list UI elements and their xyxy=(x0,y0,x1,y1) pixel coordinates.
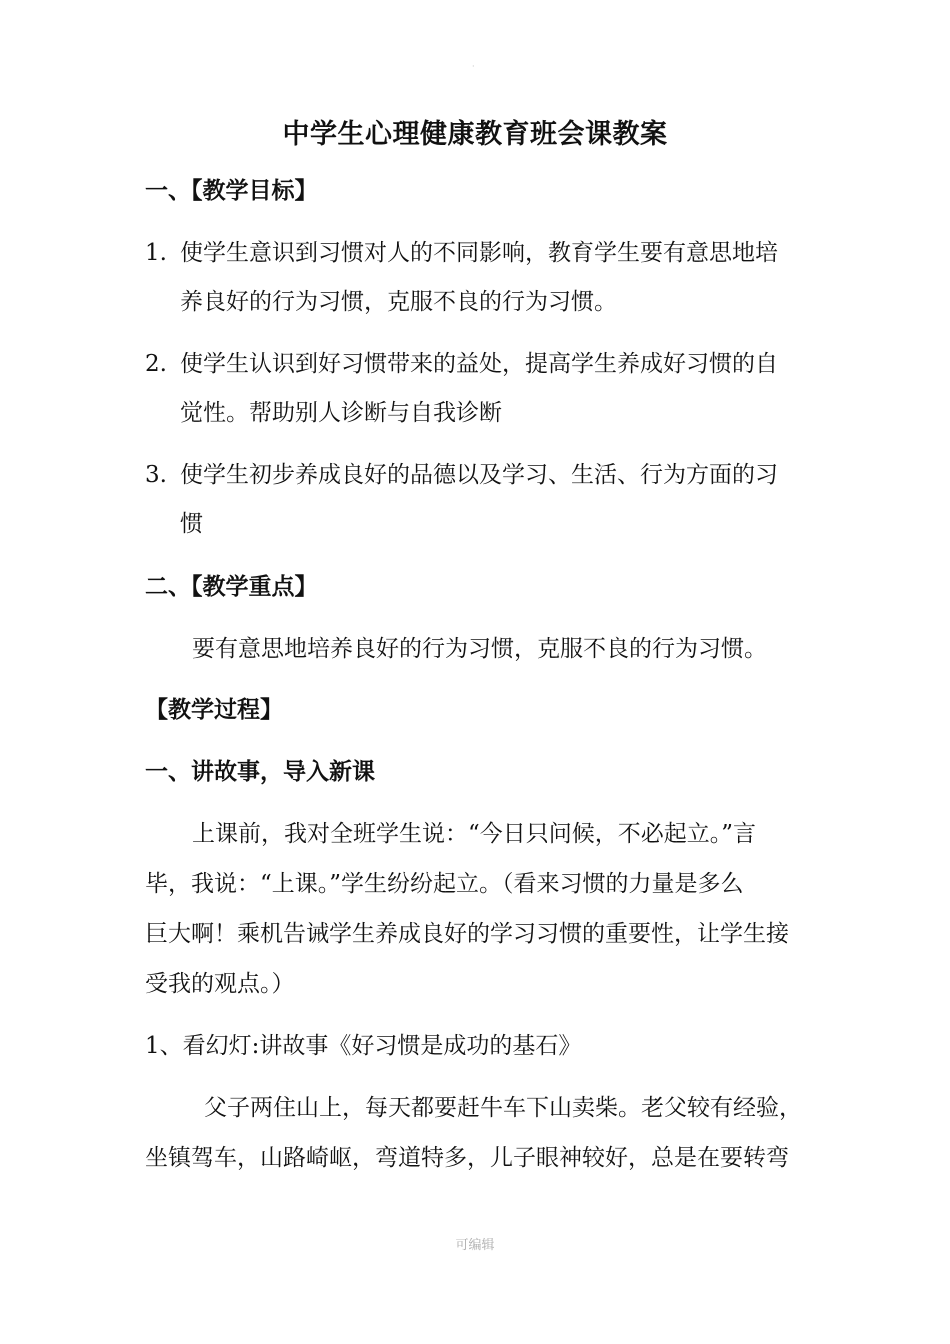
goal-item-3-line-1 xyxy=(145,460,778,490)
goal-number: 3. xyxy=(145,462,167,488)
section-heading-goals: 一、【教学目标】 xyxy=(145,177,318,204)
goal-text: 使学生初步养成良好的品德以及学习、生活、行为方面的习 xyxy=(180,462,778,488)
document-title: 中学生心理健康教育班会课教案 xyxy=(282,119,668,150)
goal-number: 2. xyxy=(145,351,167,377)
paragraph-line: 巨大啊！乘机告诫学生养成良好的学习习惯的重要性，让学生接 xyxy=(145,921,789,947)
story-line: 父子两住山上，每天都要赶牛车下山卖柴。老父较有经验， xyxy=(204,1095,802,1121)
goal-item-2-line-1 xyxy=(145,349,778,379)
goal-text: 使学生认识到好习惯带来的益处，提高学生养成好习惯的自 xyxy=(180,351,778,377)
footer-editable-label: 可编辑 xyxy=(455,1238,495,1253)
goal-item-1-line-2: 养良好的行为习惯，克服不良的行为习惯。 xyxy=(180,289,617,315)
section-heading-key-point: 二、【教学重点】 xyxy=(145,573,318,600)
top-mark: · xyxy=(472,62,475,71)
slide-item-heading: 1、看幻灯:讲故事《好习惯是成功的基石》 xyxy=(145,1033,582,1059)
goal-text: 使学生意识到习惯对人的不同影响，教育学生要有意思地培 xyxy=(180,240,778,266)
paragraph-line: 毕，我说：“上课。”学生纷纷起立。（看来习惯的力量是多么 xyxy=(145,871,744,897)
goal-item-3-line-2: 惯 xyxy=(180,511,203,537)
goal-number: 1. xyxy=(145,240,167,266)
goal-item-1-line-1 xyxy=(145,238,778,268)
goal-item-2-line-2: 觉性。帮助别人诊断与自我诊断 xyxy=(180,400,502,426)
key-point-text: 要有意思地培养良好的行为习惯，克服不良的行为习惯。 xyxy=(192,636,767,662)
story-line: 坐镇驾车，山路崎岖，弯道特多，儿子眼神较好，总是在要转弯 xyxy=(145,1145,789,1171)
process-heading: 【教学过程】 xyxy=(145,696,283,723)
paragraph-line: 上课前，我对全班学生说：“今日只问候，不必起立。”言 xyxy=(192,821,757,847)
sub-heading-story: 一、讲故事，导入新课 xyxy=(145,758,375,785)
paragraph-line: 受我的观点。） xyxy=(145,971,295,997)
